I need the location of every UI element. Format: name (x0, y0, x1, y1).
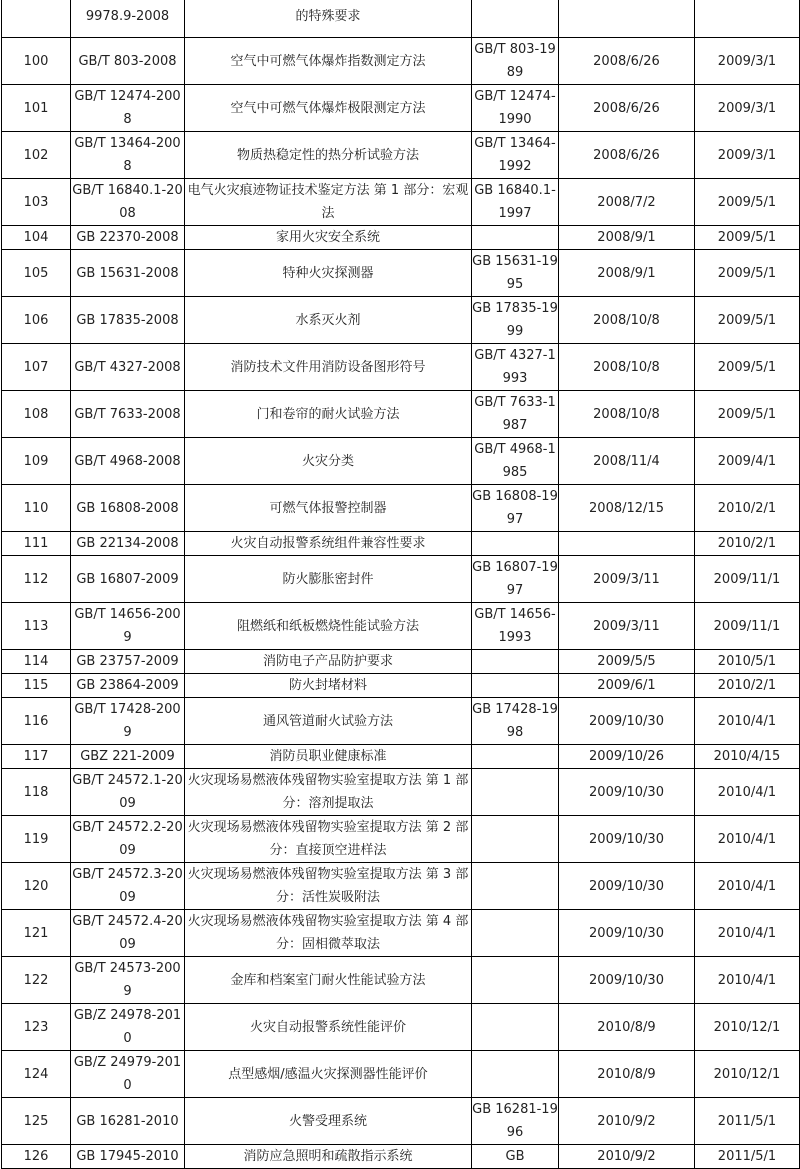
row-index-cell: 126 (2, 1145, 71, 1169)
effective-date-cell (695, 0, 800, 38)
standard-name-cell: 火灾自动报警系统性能评价 (185, 1004, 472, 1051)
effective-date-cell: 2010/4/1 (695, 769, 800, 816)
publish-date-cell: 2009/10/30 (559, 910, 695, 957)
publish-date-cell: 2008/6/26 (559, 85, 695, 132)
effective-date-cell: 2009/5/1 (695, 250, 800, 297)
effective-date-cell: 2010/4/1 (695, 957, 800, 1004)
standard-code-cell: GB/T 4968-2008 (71, 438, 185, 485)
row-index-cell: 104 (2, 226, 71, 250)
publish-date-cell: 2009/6/1 (559, 674, 695, 698)
standard-name-cell: 可燃气体报警控制器 (185, 485, 472, 532)
standard-name-cell: 火灾现场易燃液体残留物实验室提取方法 第 2 部分：直接顶空进样法 (185, 816, 472, 863)
row-index-cell: 118 (2, 769, 71, 816)
row-index-cell: 123 (2, 1004, 71, 1051)
replaced-standard-cell: GB/T 7633-1987 (472, 391, 559, 438)
table-row (2, 816, 800, 863)
standard-name-cell: 火灾分类 (185, 438, 472, 485)
publish-date-cell: 2009/10/30 (559, 816, 695, 863)
publish-date-cell: 2008/9/1 (559, 226, 695, 250)
row-index-cell: 119 (2, 816, 71, 863)
effective-date-cell: 2010/4/1 (695, 863, 800, 910)
effective-date-cell: 2010/2/1 (695, 485, 800, 532)
standard-code-cell: GB/T 14656-2009 (71, 603, 185, 650)
row-index-cell: 103 (2, 179, 71, 226)
replaced-standard-cell: GB/T 4327-1993 (472, 344, 559, 391)
standard-name-cell: 特种火灾探测器 (185, 250, 472, 297)
effective-date-cell: 2009/11/1 (695, 603, 800, 650)
replaced-standard-cell: GB 16807-1997 (472, 556, 559, 603)
standard-name-cell: 火警受理系统 (185, 1098, 472, 1145)
publish-date-cell: 2010/9/2 (559, 1098, 695, 1145)
table-row (2, 910, 800, 957)
effective-date-cell: 2010/4/1 (695, 910, 800, 957)
standard-name-cell: 消防技术文件用消防设备图形符号 (185, 344, 472, 391)
effective-date-cell: 2010/2/1 (695, 674, 800, 698)
replaced-standard-cell (472, 1051, 559, 1098)
effective-date-cell: 2010/12/1 (695, 1004, 800, 1051)
table-row (2, 1004, 800, 1051)
row-index-cell: 108 (2, 391, 71, 438)
table-row (2, 0, 800, 38)
standard-code-cell: GB 23757-2009 (71, 650, 185, 674)
effective-date-cell: 2009/3/1 (695, 38, 800, 85)
replaced-standard-cell: GB/T 14656-1993 (472, 603, 559, 650)
standard-name-cell: 火灾自动报警系统组件兼容性要求 (185, 532, 472, 556)
publish-date-cell: 2009/10/26 (559, 745, 695, 769)
publish-date-cell: 2008/10/8 (559, 391, 695, 438)
replaced-standard-cell: GB 15631-1995 (472, 250, 559, 297)
row-index-cell: 125 (2, 1098, 71, 1145)
standard-name-cell: 消防应急照明和疏散指示系统 (185, 1145, 472, 1169)
standard-code-cell: GB/T 7633-2008 (71, 391, 185, 438)
row-index-cell: 111 (2, 532, 71, 556)
publish-date-cell: 2008/7/2 (559, 179, 695, 226)
publish-date-cell: 2008/6/26 (559, 132, 695, 179)
row-index-cell: 101 (2, 85, 71, 132)
replaced-standard-cell: GB/T 803-1989 (472, 38, 559, 85)
publish-date-cell: 2009/10/30 (559, 957, 695, 1004)
standard-name-cell: 阻燃纸和纸板燃烧性能试验方法 (185, 603, 472, 650)
table-row (2, 745, 800, 769)
standard-code-cell: GB/T 12474-2008 (71, 85, 185, 132)
publish-date-cell: 2009/5/5 (559, 650, 695, 674)
replaced-standard-cell: GB 16808-1997 (472, 485, 559, 532)
publish-date-cell: 2008/9/1 (559, 250, 695, 297)
table-row (2, 957, 800, 1004)
standard-code-cell: GB 22134-2008 (71, 532, 185, 556)
replaced-standard-cell: GB (472, 1145, 559, 1169)
standard-name-cell: 火灾现场易燃液体残留物实验室提取方法 第 1 部分：溶剂提取法 (185, 769, 472, 816)
replaced-standard-cell (472, 816, 559, 863)
table-row (2, 698, 800, 745)
replaced-standard-cell (472, 910, 559, 957)
standard-code-cell: GB/T 24572.3-2009 (71, 863, 185, 910)
table-row (2, 1145, 800, 1169)
table-row (2, 603, 800, 650)
publish-date-cell: 2009/3/11 (559, 603, 695, 650)
standard-code-cell: GB 16281-2010 (71, 1098, 185, 1145)
row-index-cell: 124 (2, 1051, 71, 1098)
publish-date-cell (559, 0, 695, 38)
publish-date-cell: 2008/11/4 (559, 438, 695, 485)
standard-name-cell: 通风管道耐火试验方法 (185, 698, 472, 745)
row-index-cell: 109 (2, 438, 71, 485)
row-index-cell: 115 (2, 674, 71, 698)
publish-date-cell: 2009/3/11 (559, 556, 695, 603)
table-row (2, 1098, 800, 1145)
table-row (2, 650, 800, 674)
publish-date-cell: 2010/9/2 (559, 1145, 695, 1169)
row-index-cell: 116 (2, 698, 71, 745)
replaced-standard-cell: GB 17835-1999 (472, 297, 559, 344)
row-index-cell: 121 (2, 910, 71, 957)
standard-name-cell: 电气火灾痕迹物证技术鉴定方法 第 1 部分：宏观法 (185, 179, 472, 226)
publish-date-cell: 2009/10/30 (559, 769, 695, 816)
publish-date-cell: 2010/8/9 (559, 1051, 695, 1098)
replaced-standard-cell (472, 769, 559, 816)
replaced-standard-cell: GB 16281-1996 (472, 1098, 559, 1145)
standard-name-cell: 消防电子产品防护要求 (185, 650, 472, 674)
publish-date-cell: 2010/8/9 (559, 1004, 695, 1051)
standard-name-cell: 门和卷帘的耐火试验方法 (185, 391, 472, 438)
standard-code-cell: GB/T 24572.1-2009 (71, 769, 185, 816)
effective-date-cell: 2009/5/1 (695, 297, 800, 344)
standard-code-cell: GB 23864-2009 (71, 674, 185, 698)
effective-date-cell: 2010/2/1 (695, 532, 800, 556)
standard-code-cell: GB/T 803-2008 (71, 38, 185, 85)
table-row (2, 556, 800, 603)
standard-code-cell: GB 16807-2009 (71, 556, 185, 603)
standard-code-cell: GB 17835-2008 (71, 297, 185, 344)
replaced-standard-cell: GB 17428-1998 (472, 698, 559, 745)
replaced-standard-cell (472, 650, 559, 674)
row-index-cell: 106 (2, 297, 71, 344)
standard-name-cell: 空气中可燃气体爆炸极限测定方法 (185, 85, 472, 132)
row-index-cell: 122 (2, 957, 71, 1004)
standard-code-cell: 9978.9-2008 (71, 0, 185, 38)
table-row (2, 863, 800, 910)
row-index-cell: 117 (2, 745, 71, 769)
replaced-standard-cell (472, 674, 559, 698)
row-index-cell (2, 0, 71, 38)
table-row (2, 674, 800, 698)
effective-date-cell: 2009/3/1 (695, 132, 800, 179)
replaced-standard-cell: GB/T 4968-1985 (472, 438, 559, 485)
standard-name-cell: 水系灭火剂 (185, 297, 472, 344)
replaced-standard-cell (472, 745, 559, 769)
effective-date-cell: 2010/4/1 (695, 698, 800, 745)
replaced-standard-cell (472, 863, 559, 910)
table-row (2, 391, 800, 438)
publish-date-cell: 2008/6/26 (559, 38, 695, 85)
row-index-cell: 107 (2, 344, 71, 391)
effective-date-cell: 2010/4/15 (695, 745, 800, 769)
row-index-cell: 105 (2, 250, 71, 297)
table-row (2, 344, 800, 391)
table-row (2, 1051, 800, 1098)
effective-date-cell: 2011/5/1 (695, 1145, 800, 1169)
standard-code-cell: GB/T 24572.4-2009 (71, 910, 185, 957)
effective-date-cell: 2011/5/1 (695, 1098, 800, 1145)
table-row (2, 297, 800, 344)
publish-date-cell (559, 532, 695, 556)
standard-name-cell: 金库和档案室门耐火性能试验方法 (185, 957, 472, 1004)
table-row (2, 179, 800, 226)
row-index-cell: 114 (2, 650, 71, 674)
standard-code-cell: GB/T 24573-2009 (71, 957, 185, 1004)
row-index-cell: 120 (2, 863, 71, 910)
standard-name-cell: 家用火灾安全系统 (185, 226, 472, 250)
standard-code-cell: GB/Z 24979-2010 (71, 1051, 185, 1098)
standard-code-cell: GBZ 221-2009 (71, 745, 185, 769)
publish-date-cell: 2009/10/30 (559, 863, 695, 910)
row-index-cell: 100 (2, 38, 71, 85)
replaced-standard-cell (472, 957, 559, 1004)
table-row (2, 532, 800, 556)
standard-code-cell: GB/T 17428-2009 (71, 698, 185, 745)
standard-name-cell: 物质热稳定性的热分析试验方法 (185, 132, 472, 179)
standard-name-cell: 防火封堵材料 (185, 674, 472, 698)
effective-date-cell: 2009/11/1 (695, 556, 800, 603)
replaced-standard-cell: GB 16840.1-1997 (472, 179, 559, 226)
effective-date-cell: 2010/12/1 (695, 1051, 800, 1098)
standard-code-cell: GB/T 13464-2008 (71, 132, 185, 179)
publish-date-cell: 2008/10/8 (559, 344, 695, 391)
standard-code-cell: GB/T 4327-2008 (71, 344, 185, 391)
standard-code-cell: GB 17945-2010 (71, 1145, 185, 1169)
replaced-standard-cell (472, 0, 559, 38)
publish-date-cell: 2009/10/30 (559, 698, 695, 745)
table-row (2, 226, 800, 250)
replaced-standard-cell (472, 532, 559, 556)
effective-date-cell: 2010/5/1 (695, 650, 800, 674)
table-row (2, 485, 800, 532)
standard-code-cell: GB/T 24572.2-2009 (71, 816, 185, 863)
standard-code-cell: GB 22370-2008 (71, 226, 185, 250)
effective-date-cell: 2009/5/1 (695, 226, 800, 250)
standard-name-cell: 空气中可燃气体爆炸指数测定方法 (185, 38, 472, 85)
replaced-standard-cell: GB/T 13464-1992 (472, 132, 559, 179)
standard-name-cell: 火灾现场易燃液体残留物实验室提取方法 第 3 部分：活性炭吸附法 (185, 863, 472, 910)
standard-name-cell: 的特殊要求 (185, 0, 472, 38)
standards-table-body (2, 0, 800, 1169)
table-row (2, 38, 800, 85)
row-index-cell: 113 (2, 603, 71, 650)
effective-date-cell: 2009/5/1 (695, 179, 800, 226)
publish-date-cell: 2008/12/15 (559, 485, 695, 532)
effective-date-cell: 2009/3/1 (695, 85, 800, 132)
standard-name-cell: 点型感烟/感温火灾探测器性能评价 (185, 1051, 472, 1098)
standard-name-cell: 火灾现场易燃液体残留物实验室提取方法 第 4 部分：固相微萃取法 (185, 910, 472, 957)
row-index-cell: 112 (2, 556, 71, 603)
standard-code-cell: GB/Z 24978-2010 (71, 1004, 185, 1051)
table-row (2, 250, 800, 297)
row-index-cell: 102 (2, 132, 71, 179)
replaced-standard-cell: GB/T 12474-1990 (472, 85, 559, 132)
row-index-cell: 110 (2, 485, 71, 532)
effective-date-cell: 2009/4/1 (695, 438, 800, 485)
replaced-standard-cell (472, 1004, 559, 1051)
standard-code-cell: GB 15631-2008 (71, 250, 185, 297)
effective-date-cell: 2009/5/1 (695, 391, 800, 438)
standard-code-cell: GB/T 16840.1-2008 (71, 179, 185, 226)
replaced-standard-cell (472, 226, 559, 250)
standards-table (1, 0, 800, 1169)
table-row (2, 438, 800, 485)
table-row (2, 769, 800, 816)
standard-name-cell: 消防员职业健康标准 (185, 745, 472, 769)
table-row (2, 85, 800, 132)
effective-date-cell: 2010/4/1 (695, 816, 800, 863)
effective-date-cell: 2009/5/1 (695, 344, 800, 391)
standard-name-cell: 防火膨胀密封件 (185, 556, 472, 603)
table-row (2, 132, 800, 179)
publish-date-cell: 2008/10/8 (559, 297, 695, 344)
standard-code-cell: GB 16808-2008 (71, 485, 185, 532)
